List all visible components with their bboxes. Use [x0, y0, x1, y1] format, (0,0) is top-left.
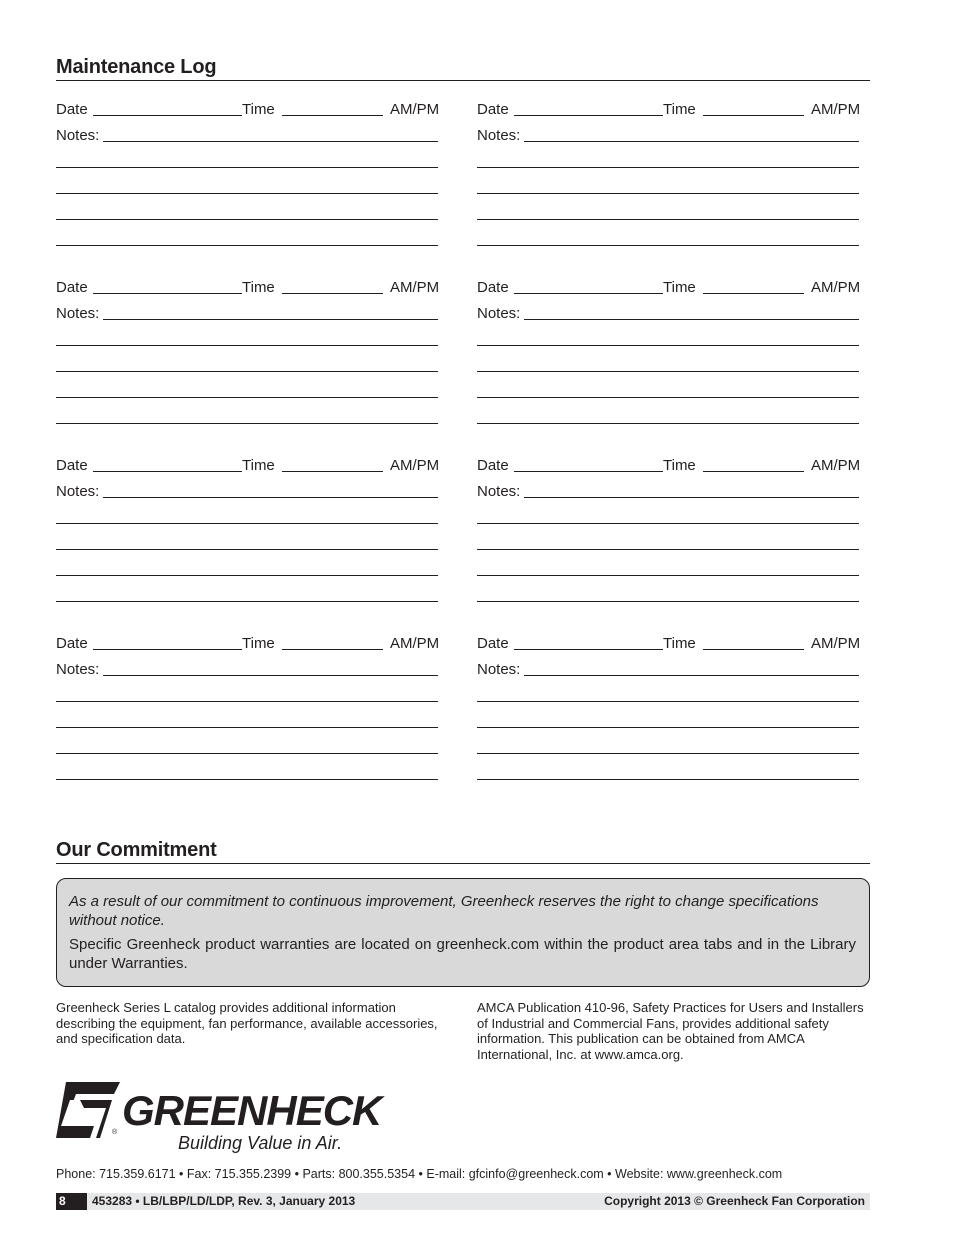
notes-row	[477, 660, 859, 680]
notes-line[interactable]	[56, 219, 438, 220]
ampm-label: AM/PM	[390, 279, 440, 296]
time-label: Time	[663, 101, 696, 118]
notes-line[interactable]	[56, 753, 438, 754]
notes-line[interactable]	[477, 219, 859, 220]
commitment-statement: As a result of our commitment to continuous improvement, Greenheck reserves the right to change specifications without notice.	[69, 893, 819, 929]
date-time-row	[56, 100, 446, 120]
notes-field[interactable]	[524, 675, 859, 676]
notes-label: Notes:	[477, 661, 521, 678]
page-number: 8	[56, 1193, 87, 1210]
notes-line[interactable]	[56, 779, 438, 780]
ampm-label: AM/PM	[390, 635, 440, 652]
notes-line[interactable]	[477, 345, 859, 346]
notes-line[interactable]	[56, 523, 438, 524]
time-label: Time	[663, 635, 696, 652]
notes-line[interactable]	[56, 245, 438, 246]
date-time-row	[56, 634, 446, 654]
date-field[interactable]	[93, 649, 242, 650]
log-entry	[56, 278, 446, 448]
notes-line[interactable]	[477, 245, 859, 246]
date-label: Date	[477, 279, 509, 296]
date-time-row	[56, 278, 446, 298]
time-label: Time	[242, 101, 275, 118]
ampm-label: AM/PM	[390, 101, 440, 118]
date-time-row	[477, 100, 867, 120]
date-label: Date	[56, 279, 88, 296]
notes-line[interactable]	[56, 193, 438, 194]
log-entry	[477, 278, 867, 448]
notes-label: Notes:	[56, 483, 100, 500]
logo-tagline: Building Value in Air.	[178, 1133, 343, 1153]
date-field[interactable]	[514, 649, 663, 650]
log-entry	[56, 634, 446, 804]
time-field[interactable]	[282, 471, 383, 472]
copyright: Copyright 2013 © Greenheck Fan Corporation	[604, 1194, 865, 1208]
ampm-label: AM/PM	[390, 457, 440, 474]
notes-line[interactable]	[477, 575, 859, 576]
notes-field[interactable]	[103, 319, 438, 320]
time-field[interactable]	[282, 649, 383, 650]
logo-wordmark: GREENHECK	[122, 1087, 382, 1134]
notes-row	[56, 660, 438, 680]
notes-row	[56, 126, 438, 146]
notes-line[interactable]	[56, 345, 438, 346]
notes-line[interactable]	[477, 701, 859, 702]
date-field[interactable]	[514, 293, 663, 294]
date-field[interactable]	[93, 471, 242, 472]
time-field[interactable]	[703, 115, 804, 116]
notes-field[interactable]	[103, 141, 438, 142]
notes-label: Notes:	[477, 305, 521, 322]
date-label: Date	[477, 457, 509, 474]
notes-line[interactable]	[477, 753, 859, 754]
notes-line[interactable]	[477, 167, 859, 168]
contact-line: Phone: 715.359.6171 • Fax: 715.355.2399 • Parts: 800.355.5354 • E-mail: gfcinfo@greenheck.com • Website: www.greenheck.com	[56, 1167, 783, 1181]
time-field[interactable]	[703, 471, 804, 472]
maintenance-log-title: Maintenance Log	[56, 55, 870, 81]
notes-field[interactable]	[103, 497, 438, 498]
notes-label: Notes:	[477, 127, 521, 144]
notes-line[interactable]	[477, 601, 859, 602]
notes-line[interactable]	[56, 701, 438, 702]
log-entry	[56, 456, 446, 626]
time-label: Time	[242, 457, 275, 474]
log-entry	[477, 100, 867, 270]
time-label: Time	[663, 457, 696, 474]
log-entry	[56, 100, 446, 270]
notes-field[interactable]	[524, 141, 859, 142]
log-entry	[477, 456, 867, 626]
notes-line[interactable]	[56, 727, 438, 728]
notes-line[interactable]	[56, 575, 438, 576]
warranty-statement: Specific Greenheck product warranties are located on greenheck.com within the product area tabs and in the Library under Warranties.	[69, 936, 856, 972]
ampm-label: AM/PM	[811, 457, 861, 474]
amca-info: AMCA Publication 410-96, Safety Practices for Users and Installers of Industrial and Commercial Fans, provides additional safety information. This publication can be obtained from AMCA International, Inc. at www.amca.org.	[477, 1000, 864, 1062]
notes-label: Notes:	[56, 127, 100, 144]
time-field[interactable]	[282, 115, 383, 116]
notes-line[interactable]	[56, 397, 438, 398]
commitment-box	[56, 878, 870, 987]
notes-label: Notes:	[56, 661, 100, 678]
greenheck-logo	[56, 1082, 382, 1154]
notes-line[interactable]	[56, 601, 438, 602]
notes-row	[477, 482, 859, 502]
greenheck-mark-icon	[56, 1082, 120, 1138]
date-field[interactable]	[93, 293, 242, 294]
notes-field[interactable]	[103, 675, 438, 676]
time-label: Time	[242, 635, 275, 652]
notes-line[interactable]	[477, 727, 859, 728]
notes-field[interactable]	[524, 497, 859, 498]
date-time-row	[477, 278, 867, 298]
date-field[interactable]	[514, 115, 663, 116]
date-label: Date	[56, 635, 88, 652]
date-label: Date	[56, 457, 88, 474]
time-label: Time	[663, 279, 696, 296]
notes-line[interactable]	[477, 779, 859, 780]
ampm-label: AM/PM	[811, 101, 861, 118]
notes-line[interactable]	[56, 549, 438, 550]
document-id: 453283 • LB/LBP/LD/LDP, Rev. 3, January 2013	[92, 1194, 356, 1208]
date-time-row	[477, 634, 867, 654]
notes-line[interactable]	[477, 423, 859, 424]
date-field[interactable]	[93, 115, 242, 116]
notes-label: Notes:	[56, 305, 100, 322]
notes-line[interactable]	[477, 371, 859, 372]
time-label: Time	[242, 279, 275, 296]
date-label: Date	[56, 101, 88, 118]
page-footer	[56, 1193, 870, 1210]
notes-line[interactable]	[56, 167, 438, 168]
date-label: Date	[477, 635, 509, 652]
notes-line[interactable]	[477, 397, 859, 398]
notes-line[interactable]	[56, 371, 438, 372]
ampm-label: AM/PM	[811, 635, 861, 652]
ampm-label: AM/PM	[811, 279, 861, 296]
notes-line[interactable]	[477, 193, 859, 194]
notes-row	[56, 482, 438, 502]
date-field[interactable]	[514, 471, 663, 472]
time-field[interactable]	[703, 649, 804, 650]
catalog-info: Greenheck Series L catalog provides additional information describing the equipment, fan performance, available accessories, and specification data.	[56, 1000, 438, 1046]
notes-label: Notes:	[477, 483, 521, 500]
notes-row	[56, 304, 438, 324]
time-field[interactable]	[703, 293, 804, 294]
date-time-row	[56, 456, 446, 476]
notes-line[interactable]	[477, 523, 859, 524]
notes-row	[477, 304, 859, 324]
notes-line[interactable]	[56, 423, 438, 424]
registered-mark: ®	[112, 1129, 118, 1136]
notes-line[interactable]	[477, 549, 859, 550]
notes-row	[477, 126, 859, 146]
date-label: Date	[477, 101, 509, 118]
log-entry	[477, 634, 867, 804]
date-time-row	[477, 456, 867, 476]
our-commitment-title: Our Commitment	[56, 838, 870, 864]
time-field[interactable]	[282, 293, 383, 294]
notes-field[interactable]	[524, 319, 859, 320]
